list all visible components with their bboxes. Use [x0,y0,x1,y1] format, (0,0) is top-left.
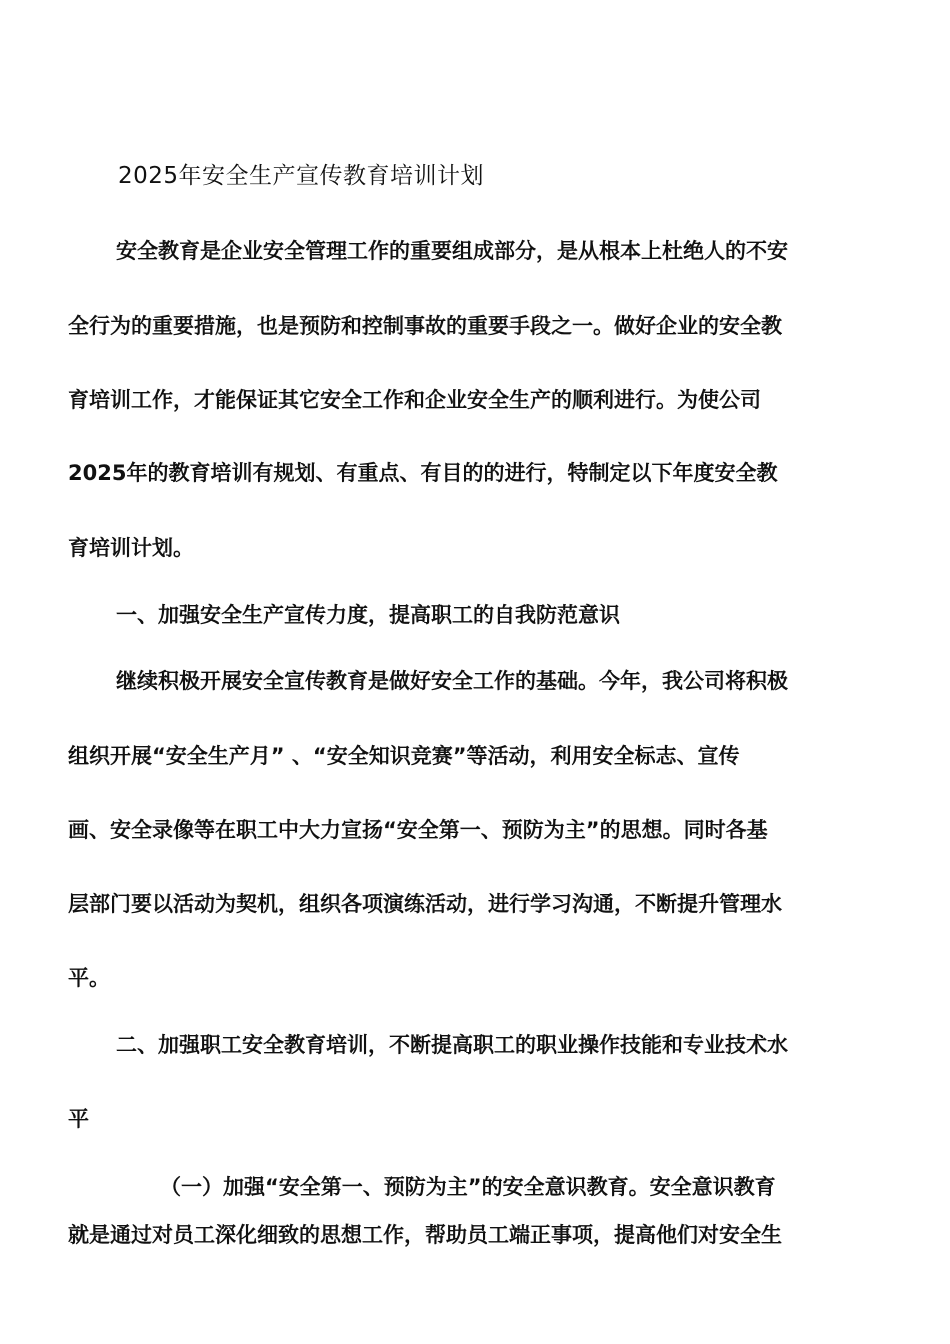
paragraph-line: 平。 [68,966,110,990]
paragraph-line: 2025年的教育培训有规划、有重点、有目的的进行，特制定以下年度安全教 [68,461,778,485]
paragraph-line: 组织开展“安全生产月” 、“安全知识竞赛”等活动，利用安全标志、宣传 [68,744,740,768]
document-title: 2025年安全生产宣传教育培训计划 [118,163,485,189]
section-heading: 一、加强安全生产宣传力度，提高职工的自我防范意识 [116,603,620,627]
paragraph-line: 全行为的重要措施，也是预防和控制事故的重要手段之一。做好企业的安全教 [68,314,782,338]
paragraph-line: 安全教育是企业安全管理工作的重要组成部分，是从根本上杜绝人的不安 [116,239,788,263]
section-heading: 平 [68,1107,89,1131]
paragraph-line: 继续积极开展安全宣传教育是做好安全工作的基础。今年，我公司将积极 [116,669,788,693]
section-heading: 二、加强职工安全教育培训，不断提高职工的职业操作技能和专业技术水 [116,1033,788,1057]
paragraph-line: 层部门要以活动为契机，组织各项演练活动，进行学习沟通，不断提升管理水 [68,892,782,916]
paragraph-line: （一）加强“安全第一、预防为主”的安全意识教育。安全意识教育 [160,1175,776,1199]
paragraph-line: 就是通过对员工深化细致的思想工作，帮助员工端正事项，提高他们对安全生 [68,1223,782,1247]
paragraph-line: 育培训计划。 [68,536,194,560]
paragraph-line: 育培训工作，才能保证其它安全工作和企业安全生产的顺利进行。为使公司 [68,388,761,412]
paragraph-line: 画、安全录像等在职工中大力宣扬“安全第一、预防为主”的思想。同时各基 [68,818,768,842]
